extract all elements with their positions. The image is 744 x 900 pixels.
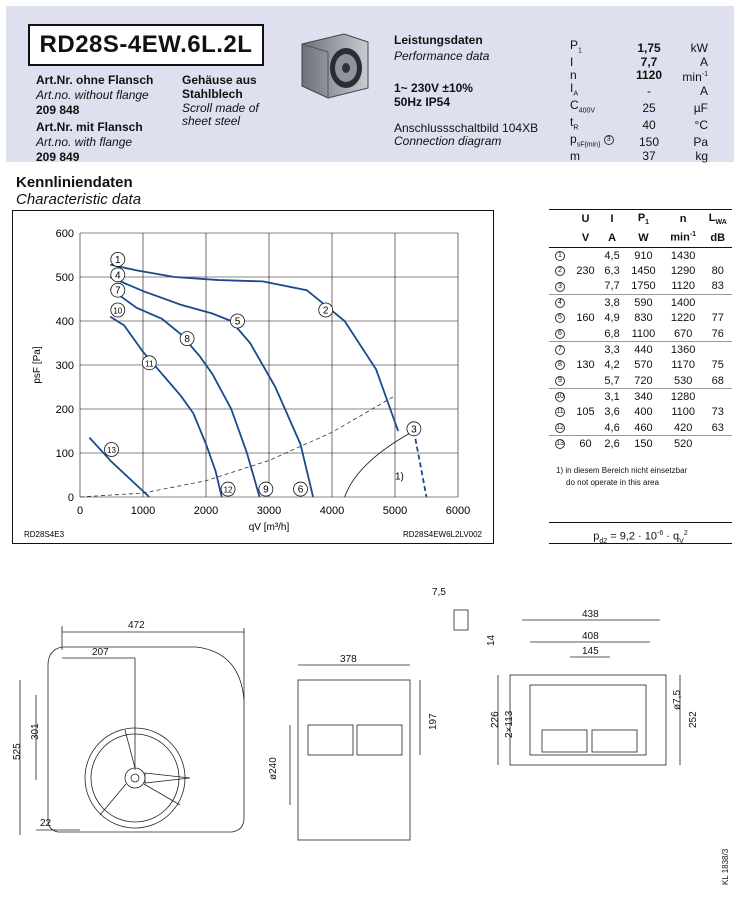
perf-unit: Pa xyxy=(693,134,708,149)
forbidden-region-line xyxy=(345,431,414,497)
curve-label-5: 5 xyxy=(234,316,241,328)
dim-145: 145 xyxy=(582,646,599,657)
curve-label-8: 8 xyxy=(184,334,190,346)
perf-row xyxy=(570,57,708,69)
curve-13 xyxy=(89,438,149,497)
x-tick-label: 6000 xyxy=(445,505,471,517)
table-row: 5 160 4,9 830 1220 77 xyxy=(549,310,732,326)
perf-symbol: $t_R$ xyxy=(570,115,579,132)
table-row: 3 7,7 1750 1120 83 xyxy=(549,279,732,295)
perf-symbol: $p_{sF(min)}$ 3 xyxy=(570,134,626,151)
table-row: 4 3,8 590 1400 xyxy=(549,295,732,311)
curve-1 xyxy=(110,265,398,431)
y-tick-label: 400 xyxy=(55,316,74,328)
curve-10 xyxy=(110,317,222,497)
table-row: 12 4,6 460 420 63 xyxy=(549,420,732,436)
performance-label-en: Performance data xyxy=(394,49,490,63)
housing-label-en-2: sheet steel xyxy=(182,114,241,128)
table-header: $P_1$ xyxy=(637,212,650,227)
perf-unit: °C xyxy=(694,117,708,132)
perf-unit: kW xyxy=(690,40,708,55)
formula-box: $p_{d2} = 9,2 \cdot 10^{-6} \cdot q_V^2$ xyxy=(549,522,732,544)
table-unit: A xyxy=(608,231,617,244)
performance-table xyxy=(570,40,708,163)
y-tick-label: 200 xyxy=(55,404,74,416)
perf-value: 150 xyxy=(638,134,660,149)
dim-2x113: 2×113 xyxy=(504,710,515,738)
art-no-with-flange-label-en: Art.no. with flange xyxy=(36,135,133,149)
perf-row xyxy=(570,117,708,134)
dimension-drawings xyxy=(0,580,744,900)
footnote-en: do not operate in this area xyxy=(566,478,659,487)
perf-value: 7,7 xyxy=(640,54,658,69)
perf-unit: A xyxy=(699,54,708,69)
x-tick-label: 3000 xyxy=(256,505,282,517)
dim-438: 438 xyxy=(582,609,599,620)
side-view-dims xyxy=(268,654,439,780)
table-row: 7 3,3 440 1360 xyxy=(549,342,732,358)
table-row: 11 105 3,6 400 1100 73 xyxy=(556,406,724,419)
y-tick-label: 100 xyxy=(55,448,74,460)
perf-symbol: $I_A$ xyxy=(570,81,579,98)
perf-value: 25 xyxy=(642,100,656,115)
connection-label-en: Connection diagram xyxy=(394,134,502,148)
dim-240: ø240 xyxy=(268,757,279,780)
perf-value: 37 xyxy=(642,149,656,164)
x-tick-label: 2000 xyxy=(193,505,219,517)
curve-label-7: 7 xyxy=(115,285,121,297)
performance-label: Leistungsdaten xyxy=(394,33,483,47)
chart-frame xyxy=(13,211,494,544)
x-axis-label: qV [m³/h] xyxy=(248,522,290,533)
connection-label: Anschlussschaltbild 104XB xyxy=(394,121,539,135)
voltage-text: 1~ 230V ±10% xyxy=(394,81,473,95)
art-no-with-flange-label: Art.Nr. mit Flansch xyxy=(36,120,143,134)
table-row: 6 6,8 1100 670 76 xyxy=(549,326,732,342)
table-row: 10 3,1 340 1280 xyxy=(556,390,696,403)
x-tick-label: 5000 xyxy=(382,505,408,517)
x-tick-label: 0 xyxy=(76,505,84,517)
curve-label-6: 6 xyxy=(297,484,304,496)
y-axis-label: psF [Pa] xyxy=(32,346,43,384)
curve-label-11: 11 xyxy=(145,359,154,369)
table-row: 13 60 2,6 150 520 xyxy=(556,437,693,450)
dim-525: 525 xyxy=(12,743,23,760)
y-tick-label: 600 xyxy=(55,228,74,240)
perf-row xyxy=(570,69,708,84)
y-tick-label: 0 xyxy=(67,492,74,504)
curve-label-9: 9 xyxy=(263,484,269,496)
curve-3-extension xyxy=(414,431,427,497)
table-unit: $\min^{-1}$ xyxy=(670,231,697,245)
dim-197: 197 xyxy=(428,713,439,730)
perf-unit: $\min^{-1}$ xyxy=(682,69,708,84)
dim-7-5-hole: ø7,5 xyxy=(672,689,683,710)
table-row: 2 230 6,3 1450 1290 80 xyxy=(549,263,732,279)
perf-symbol: $P_1$ xyxy=(570,38,582,55)
art-no-without-flange-value: 209 848 xyxy=(36,103,80,117)
front-view-drawing xyxy=(20,626,244,835)
table-unit: W xyxy=(638,231,649,244)
characteristic-chart xyxy=(12,210,494,544)
x-tick-label: 4000 xyxy=(319,505,345,517)
fan-product-image xyxy=(294,30,374,100)
model-title: RD28S-4EW.6L.2L xyxy=(28,24,264,66)
art-no-with-flange-value: 209 849 xyxy=(36,150,80,164)
perf-symbol: n xyxy=(570,68,577,83)
footnote-de: 1) in diesem Bereich nicht einsetzbar xyxy=(556,466,688,475)
drawing-code: KL 1838/3 xyxy=(721,848,730,885)
table-header: I xyxy=(610,213,614,226)
perf-unit: A xyxy=(699,83,708,98)
perf-unit: kg xyxy=(695,149,708,164)
section-title: Kennliniendaten xyxy=(16,174,133,191)
y-tick-label: 500 xyxy=(55,272,74,284)
perf-symbol: I xyxy=(570,54,574,69)
dim-472: 472 xyxy=(128,620,145,631)
dim-14: 14 xyxy=(486,634,497,646)
dim-252: 252 xyxy=(688,711,699,728)
y-tick-label: 300 xyxy=(55,360,74,372)
side-view-drawing xyxy=(290,665,420,840)
table-header: U xyxy=(581,213,590,226)
table-unit: V xyxy=(581,231,590,244)
dim-378: 378 xyxy=(340,654,357,665)
perf-row xyxy=(570,151,708,163)
perf-value: - xyxy=(647,83,651,98)
section-title-en: Characteristic data xyxy=(16,191,142,208)
curve-label-13: 13 xyxy=(107,445,116,455)
perf-symbol: $C_{400V}$ xyxy=(570,98,596,115)
curve-label-12: 12 xyxy=(223,485,233,495)
curve-label-2: 2 xyxy=(322,305,329,317)
operating-points-table xyxy=(549,209,732,451)
dim-408: 408 xyxy=(582,631,599,642)
perf-unit: µF xyxy=(693,100,708,115)
frequency-text: 50Hz IP54 xyxy=(394,95,451,109)
table-header: $L_{WA}$ xyxy=(708,212,727,227)
perf-row xyxy=(570,100,708,117)
perf-row xyxy=(570,83,708,100)
curve-label-4: 4 xyxy=(115,270,121,282)
dim-7-5: 7,5 xyxy=(432,587,446,598)
perf-value: 1120 xyxy=(635,68,663,83)
dim-207: 207 xyxy=(92,647,109,658)
housing-label-1: Gehäuse aus xyxy=(182,73,257,87)
chart-caption-left: RD28S4E3 xyxy=(24,530,65,539)
top-view-drawing xyxy=(454,610,680,765)
art-no-without-flange-label-en: Art.no. without flange xyxy=(36,88,149,102)
curve-label-1: 1 xyxy=(115,254,121,266)
table-header: n xyxy=(679,213,687,226)
table-row: 9 5,7 720 530 68 xyxy=(549,373,732,389)
art-no-without-flange-label: Art.Nr. ohne Flansch xyxy=(36,73,154,87)
no-operate-note: 1) xyxy=(395,471,404,483)
housing-label-en-1: Scroll made of xyxy=(182,101,259,115)
perf-value: 40 xyxy=(642,117,656,132)
x-tick-label: 1000 xyxy=(130,505,156,517)
dim-22: 22 xyxy=(40,818,52,829)
dim-301: 301 xyxy=(30,723,41,740)
chart-caption-right: RD28S4EW6L2LV002 xyxy=(402,530,482,539)
curve-label-10: 10 xyxy=(113,306,123,316)
system-curve xyxy=(80,396,395,497)
perf-row xyxy=(570,134,708,151)
top-view-dims xyxy=(432,587,730,885)
front-view-dims xyxy=(12,620,145,829)
perf-value: 1,75 xyxy=(637,40,661,55)
perf-row xyxy=(570,40,708,57)
perf-symbol: m xyxy=(570,149,580,164)
dim-226: 226 xyxy=(490,711,501,728)
table-unit: dB xyxy=(710,231,726,244)
housing-label-2: Stahlblech xyxy=(182,87,243,101)
table-row: 8 130 4,2 570 1170 75 xyxy=(549,357,732,373)
curve-label-3: 3 xyxy=(411,424,417,436)
table-row: 1 4,5 910 1430 xyxy=(549,248,732,264)
